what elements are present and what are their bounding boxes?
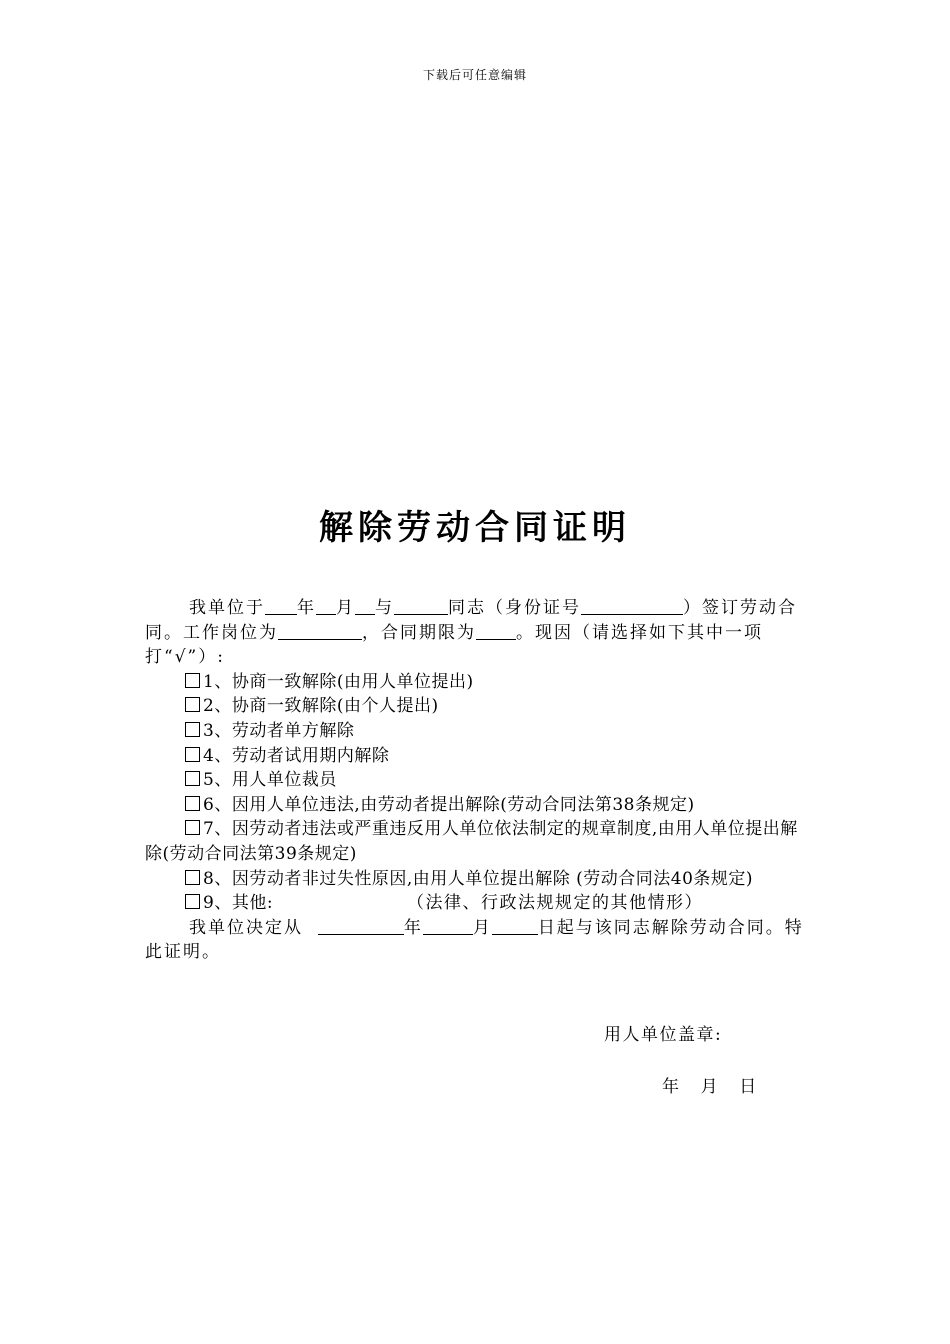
employee-name-blank[interactable] — [394, 598, 448, 615]
header-note: 下载后可任意编辑 — [422, 68, 527, 82]
option-label: 9、其他: — [203, 893, 274, 914]
company-seal-label: 用人单位盖章: — [604, 1025, 723, 1045]
signing-day-blank[interactable] — [355, 598, 375, 615]
intro-text-1: 我单位于 — [189, 598, 265, 618]
option-item — [145, 670, 810, 695]
option-label: 1、协商一致解除(由用人单位提出) — [203, 671, 474, 692]
option-item — [145, 793, 810, 818]
other-option-note: （法律、行政法规规定的其他情形） — [407, 893, 704, 914]
decision-text-1: 我单位决定从 — [189, 917, 303, 938]
option-item — [145, 768, 810, 793]
option-label: 2、协商一致解除(由个人提出) — [203, 696, 439, 717]
option-label: 6、因用人单位违法,由劳动者提出解除(劳动合同法第38条规定) — [203, 794, 695, 815]
option-checkbox[interactable] — [185, 697, 200, 712]
option-label: 8、因劳动者非过失性原因,由用人单位提出解除 (劳动合同法40条规定) — [203, 868, 754, 889]
option-item — [145, 867, 810, 892]
intro-text-7: ，合同期限为 — [362, 622, 476, 643]
termination-year-blank[interactable] — [318, 918, 404, 935]
option-checkbox[interactable] — [185, 771, 200, 786]
option-checkbox[interactable] — [185, 820, 200, 835]
option-label: 3、劳动者单方解除 — [203, 720, 355, 741]
intro-text-5: 同志（身份证号 — [448, 598, 581, 618]
option-checkbox[interactable] — [185, 796, 200, 811]
intro-text-8: 。现因（请选择如下其中一项打“√”）: — [145, 622, 763, 668]
id-number-blank[interactable] — [581, 598, 683, 615]
intro-text-2: 年 — [297, 598, 316, 618]
contract-term-blank[interactable] — [476, 623, 516, 640]
option-item — [145, 817, 810, 866]
option-item — [145, 744, 810, 769]
option-checkbox[interactable] — [185, 722, 200, 737]
decision-paragraph — [145, 916, 810, 965]
intro-text-4: 与 — [375, 598, 394, 618]
option-item-other — [145, 891, 810, 916]
option-checkbox[interactable] — [185, 747, 200, 762]
certificate-body — [145, 596, 810, 965]
termination-day-blank[interactable] — [492, 918, 538, 935]
option-label: 7、因劳动者违法或严重违反用人单位依法制定的规章制度,由用人单位提出解除(劳动合同法第39条规定) — [145, 819, 798, 864]
termination-month-blank[interactable] — [423, 918, 473, 935]
job-position-blank[interactable] — [278, 623, 362, 640]
option-checkbox[interactable] — [185, 894, 200, 909]
intro-text-3: 月 — [336, 598, 355, 618]
intro-text-6: ）签订劳动合同。工作岗位为 — [145, 598, 797, 643]
decision-text-3: 月 — [472, 917, 492, 938]
signing-year-blank[interactable] — [265, 598, 297, 615]
option-item — [145, 719, 810, 744]
option-label: 5、用人单位裁员 — [203, 770, 337, 791]
document-title: 解除劳动合同证明 — [319, 508, 631, 548]
signing-month-blank[interactable] — [316, 598, 336, 615]
decision-text-4: 日起与该同志解除劳动合同。特此证明。 — [145, 917, 804, 963]
option-label: 4、劳动者试用期内解除 — [203, 745, 390, 766]
option-item — [145, 694, 810, 719]
decision-text-2: 年 — [403, 917, 423, 938]
option-checkbox[interactable] — [185, 870, 200, 885]
option-checkbox[interactable] — [185, 673, 200, 688]
intro-paragraph — [145, 596, 810, 670]
signature-date-line: 年 月 日 — [662, 1077, 757, 1097]
